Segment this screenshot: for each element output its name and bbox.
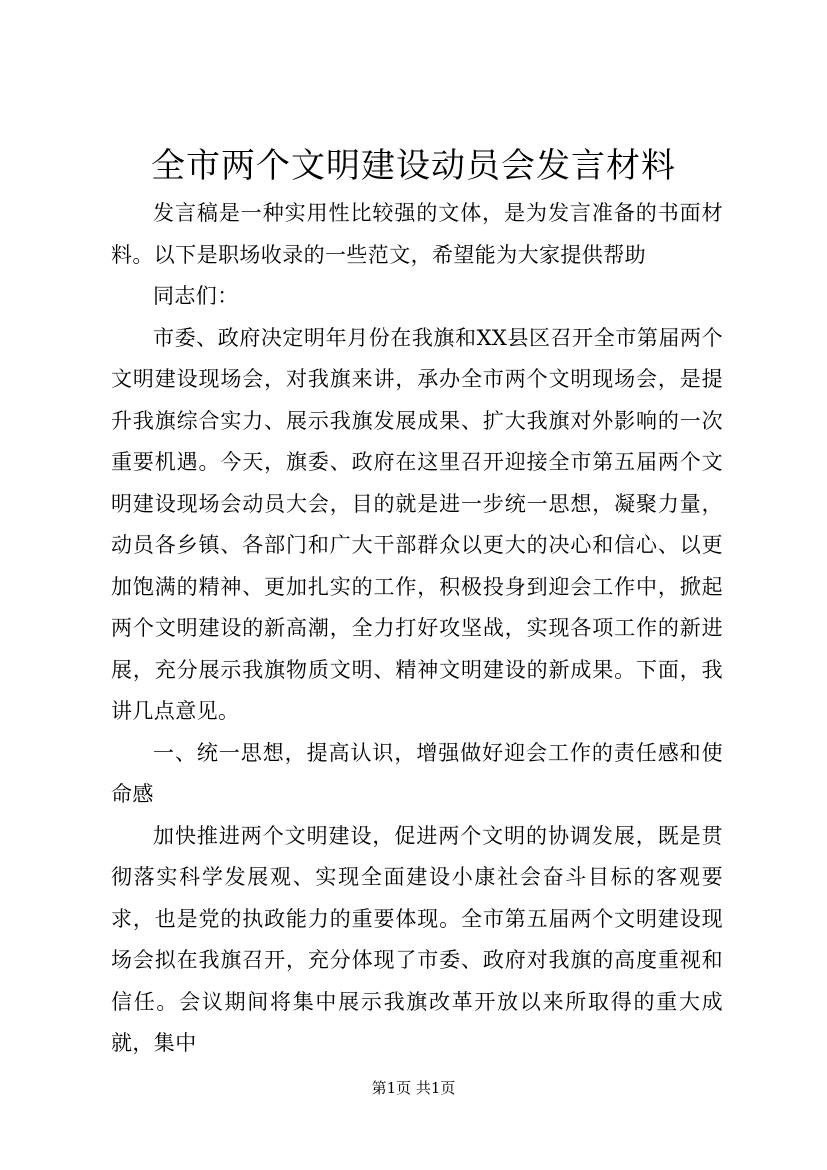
body-paragraph: 市委、政府决定明年月份在我旗和XX县区召开全市第届两个文明建设现场会，对我旗来讲，承办全市两个文明现场会，是提升我旗综合实力、展示我旗发展成果、扩大我旗对外影响的一次重要机遇。今天，旗委、政府在这里召开迎接全市第五届两个文明建设现场会动员大会，目的就是进一步统一思想，凝聚力量，动员各乡镇、各部门和广大干部群众以更大的决心和信心、以更加饱满的精神、更加扎实的工作，积极投身到迎会工作中，掀起两个文明建设的新高潮，全力打好攻坚战，实现各项工作的新进展，充分展示我旗物质文明、精神文明建设的新成果。下面，我讲几点意见。 (111, 325, 723, 723)
document-title: 全市两个文明建设动员会发言材料 (151, 146, 676, 186)
body-paragraph: 加快推进两个文明建设，促进两个文明的协调发展，既是贯彻落实科学发展观、实现全面建设小康社会奋斗目标的客观要求，也是党的执政能力的重要体现。全市第五届两个文明建设现场会拟在我旗召开，充分体现了市委、政府对我旗的高度重视和信任。会议期间将集中展示我旗改革开放以来所取得的重大成就，集中 (111, 823, 723, 1055)
section-heading-paragraph: 一、统一思想，提高认识，增强做好迎会工作的责任感和使命感 (111, 740, 723, 806)
intro-paragraph: 发言稿是一种实用性比较强的文体，是为发言准备的书面材料。以下是职场收录的一些范文，希望能为大家提供帮助 (111, 201, 723, 267)
document-body (111, 193, 723, 1065)
salutation-paragraph: 同志们： (153, 284, 239, 308)
page-number-footer: 第1页 共1页 (371, 1079, 456, 1097)
